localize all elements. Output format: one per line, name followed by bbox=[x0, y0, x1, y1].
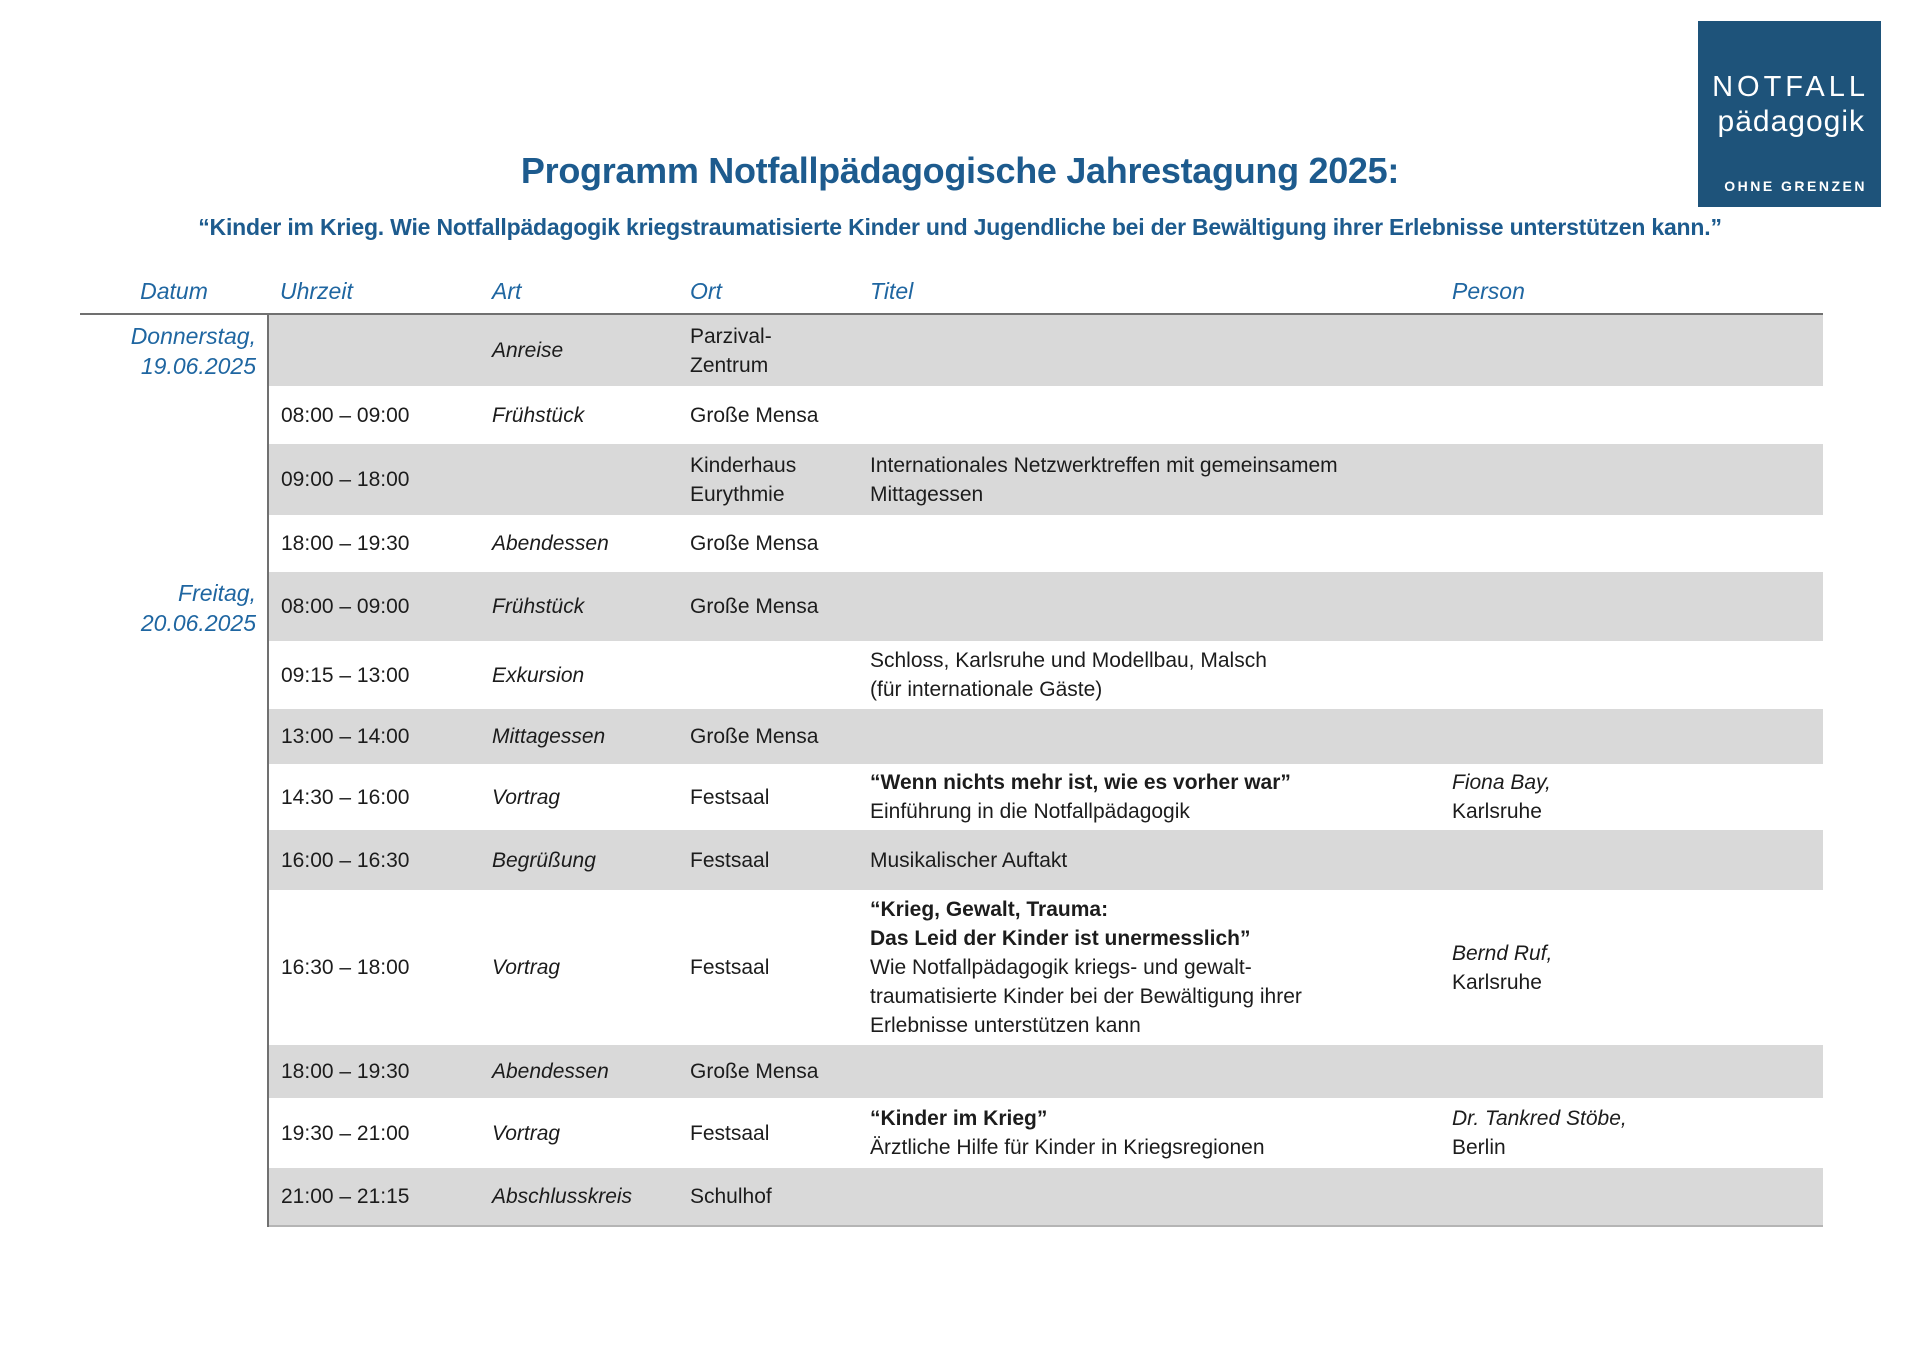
cell-art: Begrüßung bbox=[480, 830, 678, 890]
cell-person: Dr. Tankred Stöbe, Berlin bbox=[1452, 1107, 1627, 1159]
cell-ort: Große Mensa bbox=[690, 403, 819, 427]
cell-titel bbox=[858, 515, 1440, 572]
table-row bbox=[80, 1168, 1823, 1226]
cell-art: Exkursion bbox=[492, 663, 585, 687]
table-row bbox=[80, 1045, 1823, 1098]
cell-person: Fiona Bay, Karlsruhe bbox=[1452, 771, 1551, 823]
cell-person bbox=[1440, 830, 1823, 890]
cell-art: Vortrag bbox=[492, 956, 561, 979]
cell-titel: Schloss, Karlsruhe und Modellbau, Malsch (für internationale Gäste) bbox=[870, 649, 1267, 701]
cell-person bbox=[1440, 515, 1823, 572]
cell-person bbox=[1440, 1045, 1823, 1098]
cell-uhrzeit: 08:00 – 09:00 bbox=[281, 403, 410, 427]
cell-art: Vortrag bbox=[492, 1121, 561, 1145]
column-header-datum: Datum bbox=[80, 262, 268, 314]
cell-uhrzeit: 18:00 – 19:30 bbox=[281, 532, 410, 555]
titel-bold-text: “Kinder im Krieg” bbox=[870, 1107, 1048, 1130]
titel-bold-text: “Krieg, Gewalt, Trauma: Das Leid der Kinder ist unermesslich” bbox=[870, 898, 1251, 950]
program-table-body bbox=[80, 314, 1823, 1226]
cell-person bbox=[1440, 444, 1823, 515]
cell-titel: Internationales Netzwerktreffen mit gemeinsamem Mittagessen bbox=[858, 444, 1440, 515]
table-row bbox=[80, 386, 1823, 444]
table-header-row bbox=[80, 262, 1823, 314]
cell-uhrzeit: 16:30 – 18:00 bbox=[281, 956, 410, 979]
cell-art: Vortrag bbox=[492, 785, 561, 809]
cell-art: Abschlusskreis bbox=[480, 1168, 678, 1226]
cell-titel bbox=[858, 314, 1440, 386]
cell-art: Frühstück bbox=[492, 403, 585, 427]
cell-uhrzeit: 18:00 – 19:30 bbox=[268, 1045, 480, 1098]
cell-uhrzeit: 09:00 – 18:00 bbox=[268, 444, 480, 515]
logo-text-paedagogik: pädagogik bbox=[1717, 105, 1865, 138]
person-name: Bernd Ruf, bbox=[1452, 941, 1553, 965]
cell-art: Mittagessen bbox=[480, 709, 678, 764]
cell-person bbox=[1440, 709, 1823, 764]
cell-person bbox=[1440, 314, 1823, 386]
cell-titel bbox=[858, 1045, 1440, 1098]
cell-ort: Große Mensa bbox=[678, 709, 858, 764]
cell-titel bbox=[858, 386, 1440, 444]
cell-uhrzeit: 14:30 – 16:00 bbox=[281, 785, 410, 809]
table-row bbox=[80, 444, 1823, 515]
logo-text-notfall: NOTFALL bbox=[1712, 71, 1869, 103]
cell-ort: Kinderhaus Eurythmie bbox=[678, 444, 858, 515]
person-name: Dr. Tankred Stöbe, bbox=[1452, 1107, 1627, 1130]
cell-datum: Freitag, 20.06.2025 bbox=[80, 572, 268, 1226]
column-header-art: Art bbox=[480, 262, 678, 314]
logo-text-ohne-grenzen: OHNE GRENZEN bbox=[1724, 178, 1867, 194]
titel-bold-text: “Wenn nichts mehr ist, wie es vorher war” bbox=[870, 771, 1291, 794]
cell-titel bbox=[858, 709, 1440, 764]
cell-person bbox=[1440, 1168, 1823, 1226]
cell-uhrzeit: 09:15 – 13:00 bbox=[281, 663, 410, 687]
cell-ort: Festsaal bbox=[678, 830, 858, 890]
cell-art bbox=[480, 444, 678, 515]
column-header-person: Person bbox=[1440, 262, 1823, 314]
column-header-ort: Ort bbox=[678, 262, 858, 314]
cell-ort: Schulhof bbox=[678, 1168, 858, 1226]
table-row bbox=[80, 572, 1823, 641]
cell-art: Abendessen bbox=[492, 532, 609, 555]
cell-titel: Musikalischer Auftakt bbox=[858, 830, 1440, 890]
cell-titel bbox=[858, 572, 1440, 641]
cell-art: Abendessen bbox=[480, 1045, 678, 1098]
table-row bbox=[80, 1098, 1823, 1168]
cell-person: Bernd Ruf, Karlsruhe bbox=[1452, 941, 1553, 994]
cell-ort: Große Mensa bbox=[678, 1045, 858, 1098]
cell-ort: Große Mensa bbox=[690, 532, 819, 555]
cell-titel: “Kinder im Krieg” Ärztliche Hilfe für Kinder in Kriegsregionen bbox=[870, 1107, 1265, 1159]
page-title: Programm Notfallpädagogische Jahrestagung 2025: bbox=[520, 150, 1400, 191]
cell-art: Anreise bbox=[480, 314, 678, 386]
cell-art: Frühstück bbox=[480, 572, 678, 641]
cell-uhrzeit bbox=[268, 314, 480, 386]
table-row bbox=[80, 641, 1823, 709]
cell-person bbox=[1440, 572, 1823, 641]
cell-titel: “Wenn nichts mehr ist, wie es vorher war” Einführung in die Notfallpädagogik bbox=[870, 771, 1291, 823]
table-row bbox=[80, 830, 1823, 890]
table-row bbox=[80, 515, 1823, 572]
cell-ort: Festsaal bbox=[690, 956, 770, 979]
cell-ort: Parzival- Zentrum bbox=[678, 314, 858, 386]
table-row bbox=[80, 709, 1823, 764]
table-row bbox=[80, 314, 1823, 386]
cell-uhrzeit: 19:30 – 21:00 bbox=[281, 1121, 410, 1145]
cell-person bbox=[1440, 386, 1823, 444]
column-header-titel: Titel bbox=[858, 262, 1440, 314]
cell-ort: Festsaal bbox=[690, 1121, 770, 1145]
table-row bbox=[80, 764, 1823, 830]
cell-uhrzeit: 21:00 – 21:15 bbox=[268, 1168, 480, 1226]
cell-ort: Festsaal bbox=[690, 785, 770, 809]
cell-person bbox=[1440, 641, 1823, 709]
program-table bbox=[80, 262, 1823, 1227]
cell-uhrzeit: 16:00 – 16:30 bbox=[268, 830, 480, 890]
table-row bbox=[80, 890, 1823, 1045]
cell-datum: Donnerstag, 19.06.2025 bbox=[80, 314, 268, 572]
cell-uhrzeit: 13:00 – 14:00 bbox=[268, 709, 480, 764]
cell-uhrzeit: 08:00 – 09:00 bbox=[268, 572, 480, 641]
column-header-uhrzeit: Uhrzeit bbox=[268, 262, 480, 314]
cell-titel bbox=[858, 1168, 1440, 1226]
page-subtitle: “Kinder im Krieg. Wie Notfallpädagogik kriegstraumatisierte Kinder und Jugendliche bei der Bewältigung ihrer Erlebnisse unterstützen kann.” bbox=[198, 214, 1722, 240]
cell-ort: Große Mensa bbox=[678, 572, 858, 641]
person-name: Fiona Bay, bbox=[1452, 771, 1551, 794]
cell-titel: “Krieg, Gewalt, Trauma: Das Leid der Kinder ist unermesslich” Wie Notfallpädagogik kriegs- und gewalt- traumatisierte Kinder bei der Bewältigung ihrer Erlebnisse unterstützen kann bbox=[870, 898, 1302, 1037]
cell-ort bbox=[678, 641, 858, 709]
